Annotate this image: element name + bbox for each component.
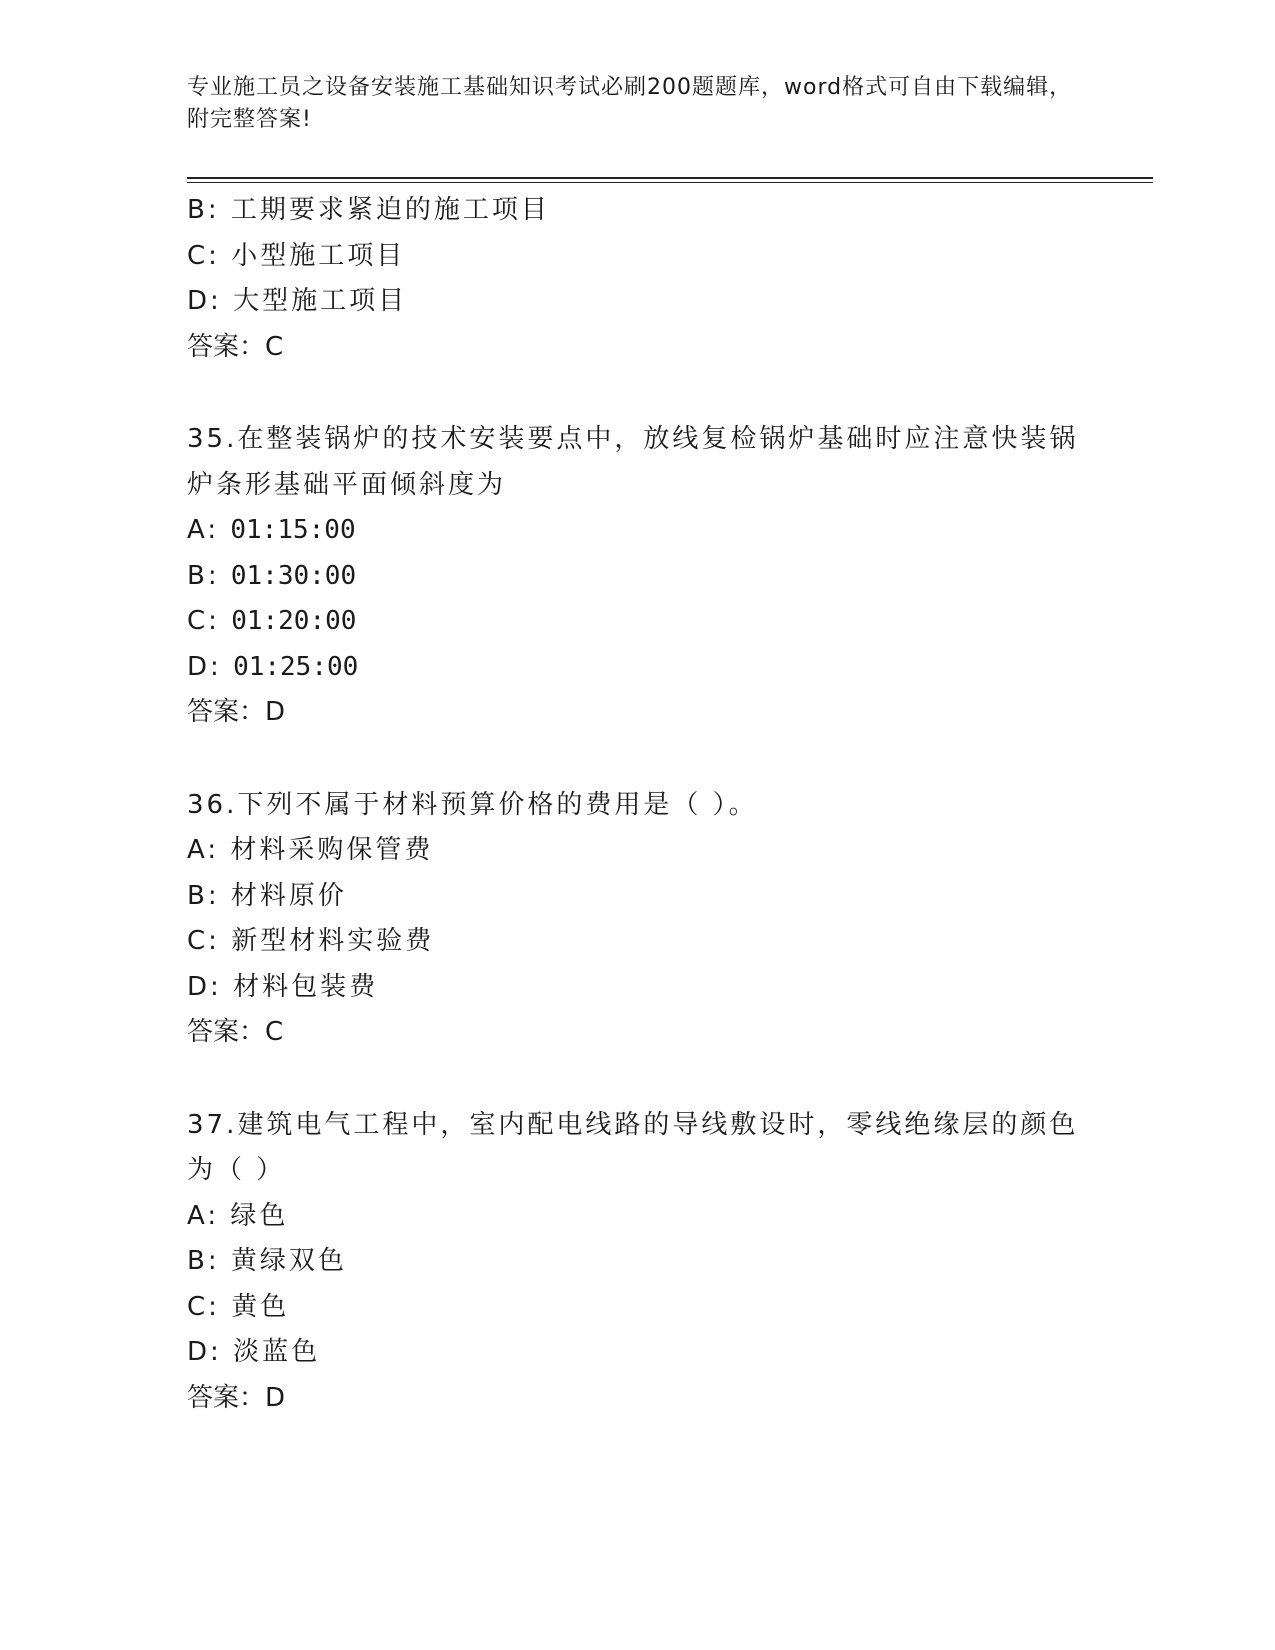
option-key: D (187, 651, 211, 682)
header-title: 专业施工员之设备安装施工基础知识考试必刷200题题库，word格式可自由下载编辑，附完整答案! (187, 75, 1073, 132)
answer-label: 答案： (187, 697, 266, 727)
option-line: B: 01:30:00 (187, 560, 357, 591)
answer-value: C (265, 331, 284, 362)
option-text: 黄绿双色 (230, 1246, 347, 1276)
option-line: D: 材料包装费 (187, 971, 379, 1002)
option-line: A: 绿色 (187, 1200, 289, 1231)
answer-label: 答案： (187, 331, 266, 362)
option-key: A (187, 1200, 208, 1231)
option-key: B (187, 560, 208, 591)
option-key: D (187, 971, 211, 1002)
question-stem: 35.在整装锅炉的技术安装要点中，放线复检锅炉基础时应注意快装锅炉条形基础平面倾斜度为 (187, 424, 1079, 500)
option-line: A: 材料采购保管费 (187, 835, 434, 865)
option-text: 材料原价 (230, 880, 347, 911)
option-line: D: 01:25:00 (187, 651, 359, 682)
option-key: D (187, 1337, 211, 1367)
option-text: 01:20:00 (231, 606, 357, 636)
option-key: C (187, 240, 209, 271)
option-text: 01:25:00 (233, 651, 359, 682)
option-text: 大型施工项目 (233, 286, 408, 316)
option-text: 01:15:00 (230, 515, 356, 545)
answer-value: D (265, 697, 286, 727)
option-key: C (187, 606, 209, 636)
header-rule-thin (187, 182, 1153, 183)
option-text: 淡蓝色 (233, 1337, 321, 1367)
option-line: C: 小型施工项目 (187, 240, 406, 271)
option-key: C (187, 1291, 209, 1322)
option-text: 新型材料实验费 (231, 926, 435, 956)
option-key: B (187, 195, 208, 225)
option-key: A (187, 835, 208, 865)
option-line: A: 01:15:00 (187, 515, 356, 545)
option-text: 绿色 (230, 1200, 289, 1231)
option-line: C: 黄色 (187, 1291, 290, 1322)
answer-label: 答案： (187, 1017, 266, 1047)
option-key: B (187, 1246, 208, 1276)
option-key: B (187, 880, 208, 911)
option-key: C (187, 926, 209, 956)
option-line: B: 材料原价 (187, 880, 347, 911)
option-line: C: 01:20:00 (187, 606, 357, 636)
document-header (187, 72, 1087, 136)
option-key: A (187, 515, 208, 545)
answer-line (187, 325, 1087, 371)
header-rule-thick (187, 177, 1153, 179)
answer-line (187, 1010, 1087, 1056)
option-line: C: 新型材料实验费 (187, 926, 435, 956)
option-line: B: 工期要求紧迫的施工项目 (187, 195, 550, 225)
option-line: D: 淡蓝色 (187, 1337, 321, 1367)
answer-value: D (265, 1382, 286, 1413)
question-content (187, 188, 1087, 1421)
option-line: B: 黄绿双色 (187, 1246, 347, 1276)
answer-line (187, 690, 1087, 736)
question-stem: 36.下列不属于材料预算价格的费用是（ ）。 (187, 789, 758, 820)
question-stem: 37.建筑电气工程中，室内配电线路的导线敷设时，零线绝缘层的颜色为（ ） (187, 1109, 1079, 1185)
answer-line (187, 1376, 1087, 1422)
option-text: 材料包装费 (233, 971, 379, 1002)
option-text: 工期要求紧迫的施工项目 (230, 195, 550, 225)
answer-label: 答案： (187, 1382, 266, 1413)
option-text: 黄色 (231, 1291, 290, 1322)
option-text: 01:30:00 (230, 560, 357, 591)
option-text: 小型施工项目 (231, 240, 406, 271)
option-line: D: 大型施工项目 (187, 286, 408, 316)
option-key: D (187, 286, 211, 316)
answer-value: C (265, 1017, 284, 1047)
option-text: 材料采购保管费 (230, 835, 434, 865)
